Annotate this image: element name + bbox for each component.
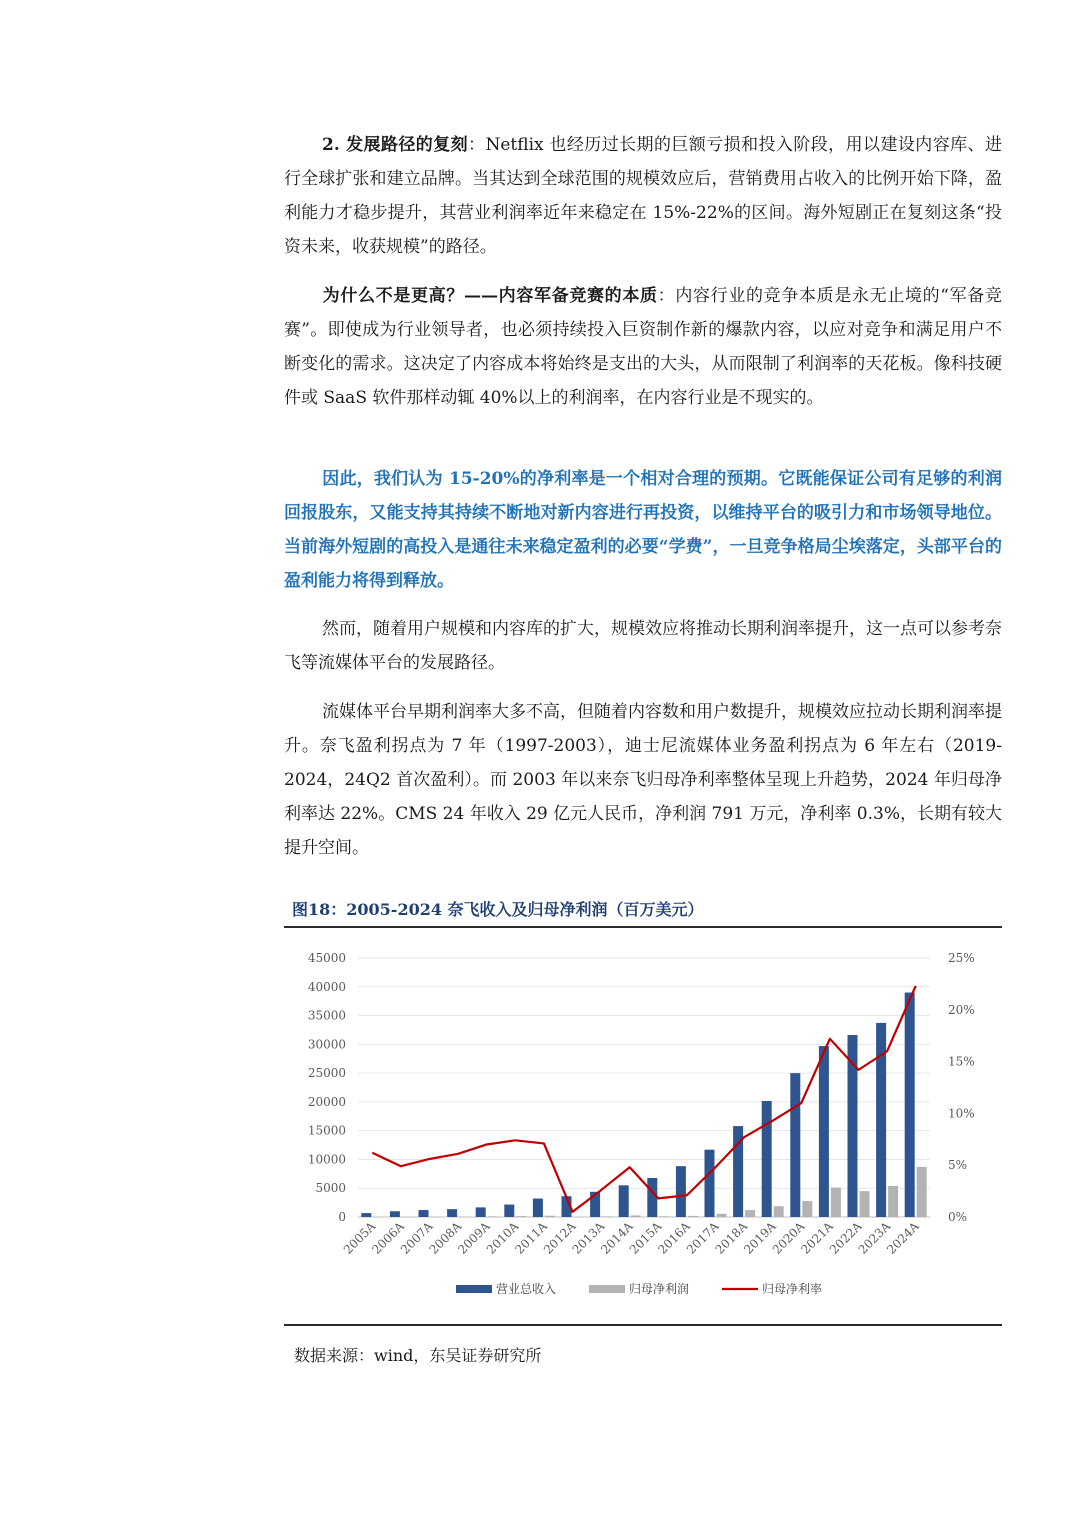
- x-tick-label: 2008A: [426, 1219, 465, 1257]
- bar-net-profit: [831, 1188, 841, 1217]
- bar-net-profit: [774, 1206, 784, 1217]
- x-tick-label: 2010A: [483, 1219, 522, 1257]
- y-left-tick-label: 35000: [307, 1008, 346, 1023]
- x-tick-label: 2013A: [569, 1219, 608, 1257]
- x-tick-label: 2024A: [884, 1219, 922, 1257]
- y-left-tick-label: 5000: [315, 1181, 346, 1196]
- bar-revenue: [905, 993, 915, 1217]
- x-tick-label: 2016A: [655, 1219, 694, 1257]
- x-tick-label: 2020A: [769, 1219, 808, 1257]
- x-tick-label: 2018A: [712, 1219, 751, 1257]
- x-tick-label: 2023A: [855, 1219, 894, 1257]
- x-tick-label: 2017A: [683, 1219, 722, 1257]
- bar-net-profit: [745, 1210, 755, 1217]
- bar-revenue: [647, 1178, 657, 1217]
- paragraph-arms-race: [284, 279, 1002, 415]
- bar-net-profit: [602, 1216, 612, 1217]
- bar-net-profit: [688, 1216, 698, 1217]
- y-left-tick-label: 20000: [307, 1094, 346, 1109]
- bar-revenue: [504, 1205, 514, 1217]
- bar-revenue: [361, 1213, 371, 1217]
- bar-net-profit: [888, 1186, 898, 1217]
- bar-revenue: [533, 1199, 543, 1217]
- paragraph-text: ：内容行业的竞争本质是永无止境的“军备竞赛”。即使成为行业领导者，也必须持续投入巨资制作新的爆款内容，以应对竞争和满足用户不断变化的需求。这决定了内容成本将始终是支出的大头，从而限制了利润率的天花板。像科技硬件或 SaaS 软件那样动辄 40%以上的利润率，在内容行业是不现实的。: [284, 286, 1002, 408]
- x-tick-label: 2007A: [397, 1219, 436, 1257]
- chart-x-labels: [341, 1219, 922, 1257]
- paragraph-text: 因此，我们认为 15-20%的净利率是一个相对合理的预期。它既能保证公司有足够的利润回报股东，又能支持其持续不断地对新内容进行再投资，以维持平台的吸引力和市场领导地位。当前海外短剧的高投入是通往未来稳定盈利的必要“学费”，一旦竞争格局尘埃落定，头部平台的盈利能力将得到释放。: [284, 469, 1002, 591]
- x-tick-label: 2019A: [741, 1219, 779, 1257]
- bar-revenue: [705, 1150, 715, 1217]
- y-right-tick-label: 10%: [948, 1106, 975, 1121]
- paragraph-conclusion: [284, 462, 1002, 598]
- paragraph-streaming-profit: [284, 695, 1002, 865]
- figure-bottom-rule: [284, 1324, 1002, 1326]
- bar-net-profit: [659, 1216, 669, 1217]
- bar-revenue: [819, 1046, 829, 1217]
- y-right-tick-label: 0%: [948, 1210, 968, 1224]
- paragraph-lead: 为什么不是更高？——内容军备竞赛的本质: [322, 286, 658, 306]
- y-left-tick-label: 10000: [307, 1152, 346, 1167]
- bar-net-profit: [631, 1215, 641, 1217]
- chart-gridlines: [358, 958, 930, 1217]
- bar-net-profit: [802, 1201, 812, 1217]
- x-tick-label: 2011A: [512, 1219, 551, 1257]
- y-right-tick-label: 20%: [948, 1002, 975, 1017]
- bar-revenue: [676, 1166, 686, 1217]
- y-left-tick-label: 45000: [307, 951, 346, 965]
- y-left-tick-label: 30000: [307, 1037, 346, 1052]
- y-left-tick-label: 25000: [307, 1066, 346, 1081]
- line-net-margin: [372, 986, 915, 1212]
- bar-revenue: [790, 1073, 800, 1217]
- bar-net-profit: [545, 1216, 555, 1217]
- y-left-tick-label: 15000: [307, 1123, 346, 1138]
- y-right-tick-label: 25%: [948, 951, 975, 965]
- legend-swatch-revenue: [456, 1285, 492, 1293]
- netflix-revenue-chart: [284, 928, 1002, 1322]
- chart-line: [372, 986, 915, 1212]
- x-tick-label: 2015A: [626, 1219, 665, 1257]
- bar-net-profit: [917, 1167, 927, 1217]
- bar-net-profit: [717, 1214, 727, 1217]
- paragraph-scale-effect: [284, 612, 1002, 680]
- bar-revenue: [419, 1210, 429, 1217]
- paragraph-netflix-path: [284, 128, 1002, 264]
- bar-revenue: [762, 1101, 772, 1217]
- paragraph-text: 流媒体平台早期利润率大多不高，但随着内容数和用户数提升，规模效应拉动长期利润率提升。奈飞盈利拐点为 7 年（1997-2003），迪士尼流媒体业务盈利拐点为 6 年左右（2019-2024，24Q2 首次盈利）。而 2003 年以来奈飞归母净利率整体呈现上升趋势，2024 年归母净利率达 22%。CMS 24 年收入 29 亿元人民币，净利润 791 万元，净利率 0.3%，长期有较大提升空间。: [284, 702, 1002, 858]
- x-tick-label: 2006A: [369, 1219, 408, 1257]
- x-tick-label: 2012A: [540, 1219, 579, 1257]
- x-tick-label: 2014A: [598, 1219, 636, 1257]
- paragraph-lead: 2. 发展路径的复刻: [322, 135, 469, 155]
- x-tick-label: 2009A: [455, 1219, 493, 1257]
- bar-revenue: [447, 1209, 457, 1217]
- y-left-tick-label: 40000: [307, 979, 346, 994]
- chart-legend: [456, 1281, 822, 1296]
- paragraph-text: 然而，随着用户规模和内容库的扩大，规模效应将推动长期利润率提升，这一点可以参考奈飞等流媒体平台的发展路径。: [284, 619, 1002, 673]
- legend-label-net-margin: 归母净利率: [762, 1282, 823, 1296]
- y-left-tick-label: 0: [338, 1210, 346, 1224]
- legend-label-revenue: 营业总收入: [496, 1282, 557, 1296]
- figure-source: 数据来源：wind，东吴证券研究所: [294, 1346, 542, 1365]
- bar-revenue: [476, 1207, 486, 1217]
- y-right-tick-label: 15%: [948, 1054, 975, 1069]
- x-tick-label: 2005A: [340, 1219, 379, 1257]
- legend-swatch-net-profit: [589, 1285, 625, 1293]
- legend-label-net-profit: 归母净利润: [629, 1282, 690, 1296]
- figure-title: 图18：2005-2024 奈飞收入及归母净利润（百万美元）: [292, 900, 704, 919]
- chart-right-axis: [948, 951, 975, 1224]
- chart-left-axis: [308, 951, 346, 1224]
- bar-revenue: [619, 1185, 629, 1217]
- bar-revenue: [390, 1211, 400, 1217]
- bar-net-profit: [516, 1216, 526, 1217]
- bar-net-profit: [860, 1191, 870, 1217]
- paragraph-text: ：Netflix 也经历过长期的巨额亏损和投入阶段，用以建设内容库、进行全球扩张和建立品牌。当其达到全球范围的规模效应后，营销费用占收入的比例开始下降，盈利能力才稳步提升，其营业利润率近年来稳定在 15%-22%的区间。海外短剧正在复刻这条“投资未来，收获规模”的路径。: [284, 135, 1002, 257]
- x-tick-label: 2021A: [798, 1219, 837, 1257]
- y-right-tick-label: 5%: [948, 1158, 968, 1173]
- bar-net-profit: [488, 1216, 498, 1217]
- x-tick-label: 2022A: [826, 1219, 865, 1257]
